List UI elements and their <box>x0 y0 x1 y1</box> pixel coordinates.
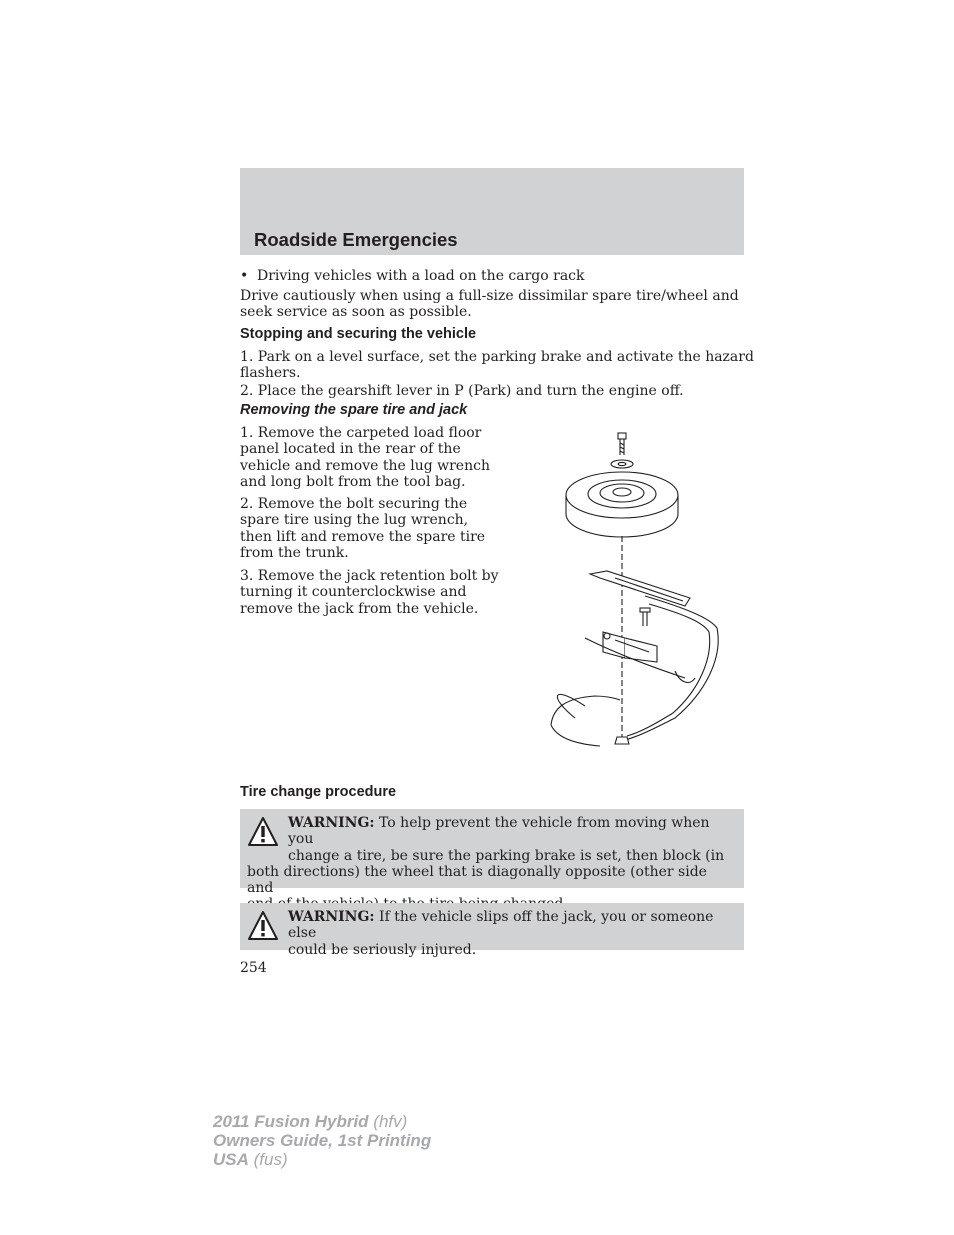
footer-imprint <box>213 1112 431 1169</box>
tire-change-heading: Tire change procedure <box>240 784 397 800</box>
bullet-text: Driving vehicles with a load on the cargo rack <box>257 268 585 284</box>
removing-step-3 <box>240 568 500 617</box>
removing-step-2-line-2: spare tire using the lug wrench, <box>240 512 469 529</box>
warning-triangle-icon <box>247 910 279 942</box>
stopping-step-1-line-1: 1. Park on a level surface, set the parking brake and activate the hazard <box>240 349 754 365</box>
washer-icon <box>611 460 633 468</box>
spare-tire-jack-illustration <box>545 428 725 750</box>
footer-model: 2011 Fusion Hybrid <box>213 1112 369 1131</box>
spare-tire-icon <box>566 472 678 537</box>
load-floor-panel-icon <box>590 571 690 606</box>
warning-box-2 <box>240 903 744 958</box>
footer-guide: Owners Guide, 1st Printing <box>213 1131 432 1150</box>
section-header-band <box>240 168 744 255</box>
warning-1-first-line: To help prevent the vehicle from moving when you <box>288 815 710 848</box>
warning-2-second-line: could be seriously injured. <box>288 941 477 958</box>
retention-bolt-icon <box>640 608 650 626</box>
removing-step-3-line-1: 3. Remove the jack retention bolt by <box>240 568 499 584</box>
intro-line-2: seek service as soon as possible. <box>240 304 472 321</box>
removing-step-3-line-2: turning it counterclockwise and <box>240 584 467 601</box>
stopping-step-2: 2. Place the gearshift lever in P (Park) and turn the engine off. <box>240 383 684 399</box>
warning-1-label: WARNING: <box>288 815 375 831</box>
removing-heading: Removing the spare tire and jack <box>240 402 468 418</box>
warning-triangle-icon <box>247 816 279 848</box>
section-title: Roadside Emergencies <box>254 229 458 250</box>
warning-box-1 <box>240 809 744 897</box>
removing-step-2-line-4: from the trunk. <box>240 544 349 561</box>
footer-market: USA <box>213 1150 249 1169</box>
stopping-heading: Stopping and securing the vehicle <box>240 326 477 342</box>
removing-step-2-line-1: 2. Remove the bolt securing the <box>240 496 468 512</box>
warning-1-line-3: both directions) the wheel that is diagonally opposite (other side and <box>247 863 707 897</box>
removing-step-2-line-3: then lift and remove the spare tire <box>240 528 486 545</box>
warning-2-label: WARNING: <box>288 909 375 925</box>
warning-1-second-line: change a tire, be sure the parking brake is set, then block (in <box>288 847 725 864</box>
warning-2-first-line: If the vehicle slips off the jack, you or someone else <box>288 909 714 942</box>
bullet-item <box>240 268 585 284</box>
removing-step-3-line-3: remove the jack from the vehicle. <box>240 600 479 617</box>
bolt-icon <box>618 433 626 455</box>
removing-step-1-line-2: panel located in the rear of the <box>240 441 461 458</box>
bullet-icon: • <box>240 268 249 284</box>
footer-market-code: (fus) <box>248 1150 288 1169</box>
removing-step-1-line-1: 1. Remove the carpeted load floor <box>240 425 482 441</box>
removing-step-1-line-4: and long bolt from the tool bag. <box>240 473 466 490</box>
removing-step-1-line-3: vehicle and remove the lug wrench <box>240 457 490 474</box>
stopping-step-1-line-2: flashers. <box>240 365 301 382</box>
stopping-step-1 <box>240 349 754 382</box>
intro-paragraph <box>240 288 739 321</box>
footer-model-code: (hfv) <box>368 1112 408 1131</box>
intro-line-1: Drive cautiously when using a full-size dissimilar spare tire/wheel and <box>240 288 739 304</box>
trunk-well-icon <box>551 596 718 746</box>
removing-step-1 <box>240 425 500 490</box>
page-number: 254 <box>240 960 267 976</box>
removing-step-2 <box>240 496 500 561</box>
